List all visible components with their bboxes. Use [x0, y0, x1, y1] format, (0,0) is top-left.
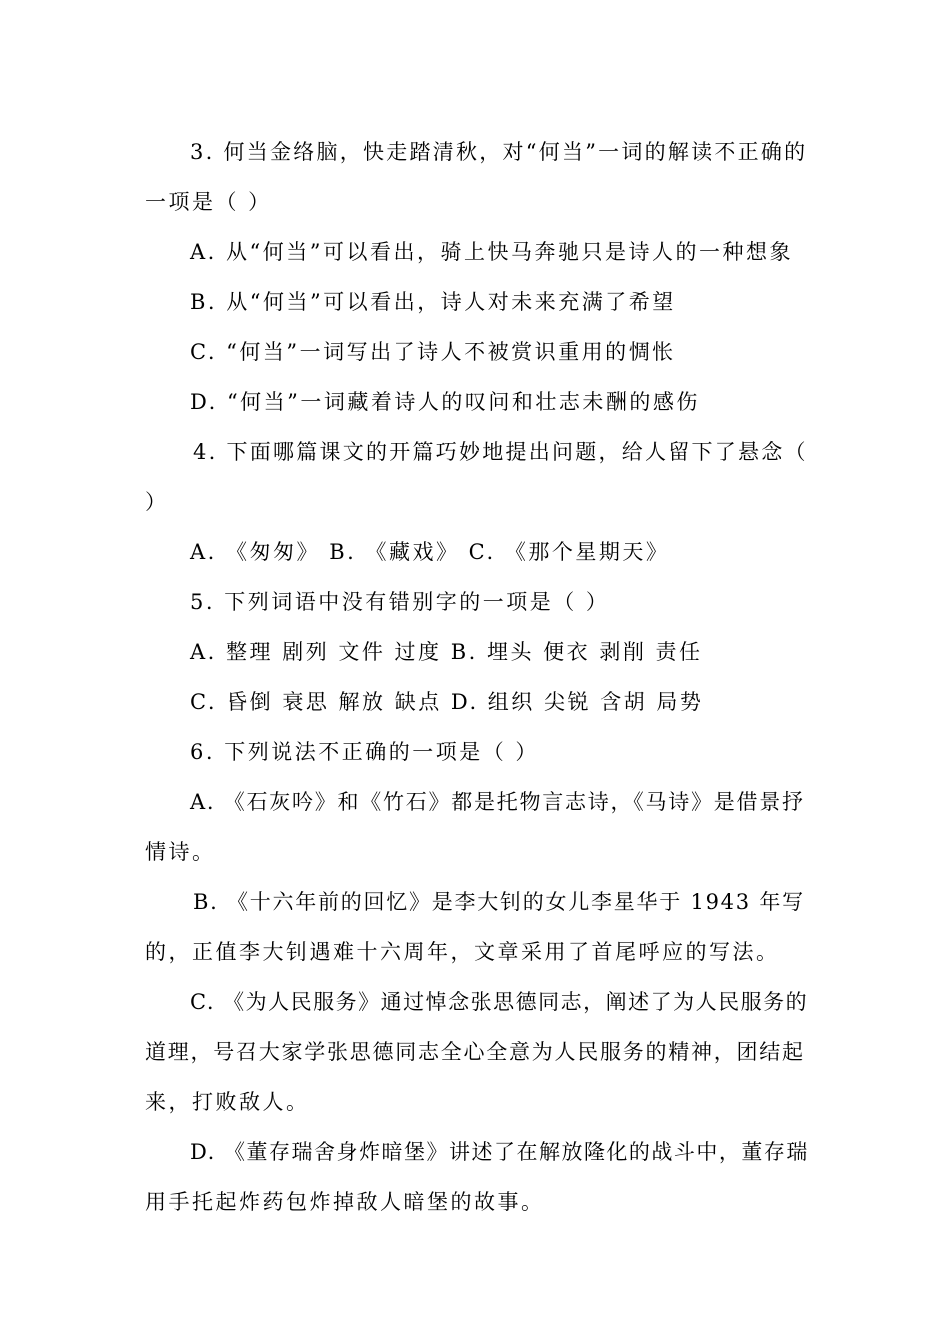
q3-stem-line2: 一项是（ ） — [145, 190, 272, 214]
q3-option-d: D. “何当”一词藏着诗人的叹问和壮志未酬的感伤 — [190, 390, 700, 414]
q6-option-c-line1: C. 《为人民服务》通过悼念张思德同志，阐述了为人民服务的 — [190, 990, 809, 1014]
q6-option-b-line1: B. 《十六年前的回忆》是李大钊的女儿李星华于 1943 年写 — [193, 890, 805, 914]
q6-option-d-line1: D. 《董存瑞舍身炸暗堡》讲述了在解放隆化的战斗中，董存瑞 — [190, 1140, 809, 1164]
q4-stem-line2: ） — [145, 490, 169, 514]
q4-stem-line1: 4. 下面哪篇课文的开篇巧妙地提出问题，给人留下了悬念（ — [193, 440, 808, 464]
q3-option-b: B. 从“何当”可以看出，诗人对未来充满了希望 — [190, 290, 676, 314]
q3-option-c: C. “何当”一词写出了诗人不被赏识重用的惆怅 — [190, 340, 676, 364]
q5-stem: 5. 下列词语中没有错别字的一项是（ ） — [190, 590, 610, 614]
q4-options: A. 《匆匆》 B. 《藏戏》 C. 《那个星期天》 — [190, 540, 670, 564]
q6-option-a-line2: 情诗。 — [145, 840, 216, 864]
q3-option-a: A. 从“何当”可以看出，骑上快马奔驰只是诗人的一种想象 — [190, 240, 793, 264]
q6-option-b-line2: 的，正值李大钊遇难十六周年，文章采用了首尾呼应的写法。 — [145, 940, 780, 964]
q6-option-d-line2: 用手托起炸药包炸掉敌人暗堡的故事。 — [145, 1190, 545, 1214]
q3-stem-line1: 3. 何当金络脑，快走踏清秋，对“何当”一词的解读不正确的 — [190, 140, 808, 164]
q6-option-a-line1: A. 《石灰吟》和《竹石》都是托物言志诗，《马诗》是借景抒 — [190, 790, 805, 814]
q5-options-line1: A. 整理 剧列 文件 过度 B. 埋头 便衣 剥削 责任 — [190, 640, 703, 664]
q6-stem: 6. 下列说法不正确的一项是（ ） — [190, 740, 539, 764]
q5-options-line2: C. 昏倒 衰思 解放 缺点 D. 组织 尖锐 含胡 局势 — [190, 690, 704, 714]
q6-option-c-line3: 来，打败敌人。 — [145, 1090, 310, 1114]
q6-option-c-line2: 道理，号召大家学张思德同志全心全意为人民服务的精神，团结起 — [145, 1040, 805, 1064]
